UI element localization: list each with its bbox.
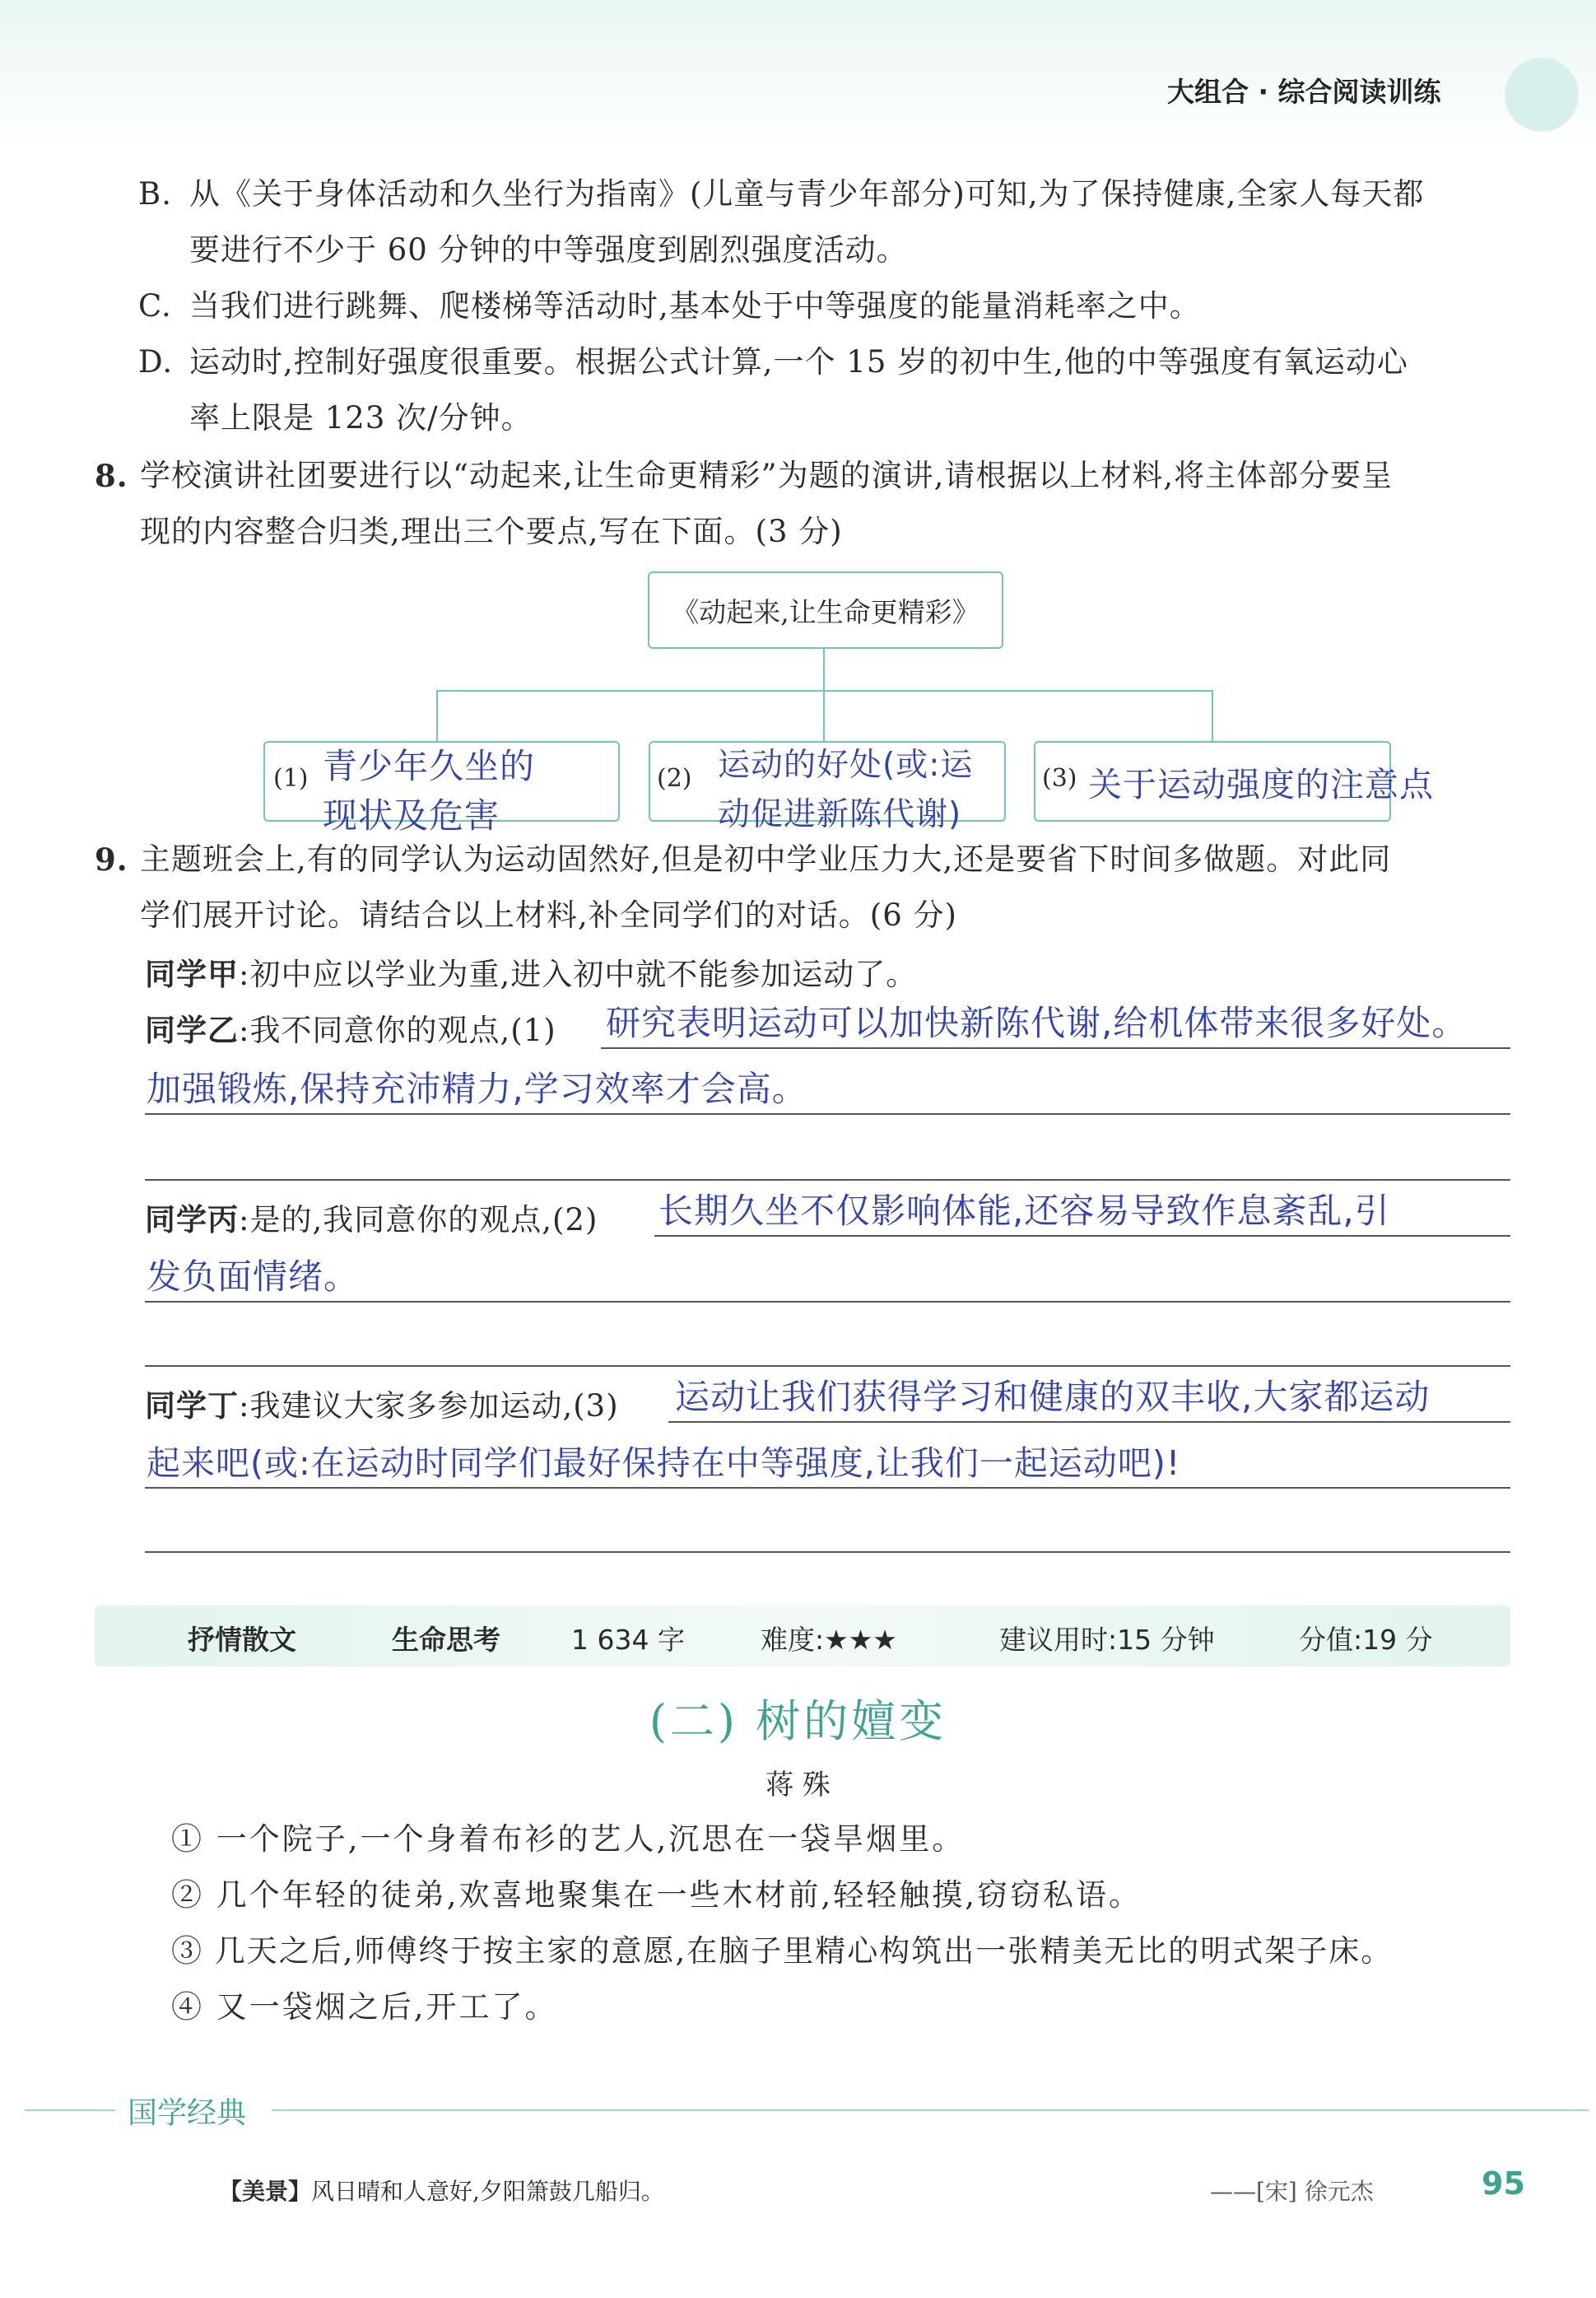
bing-answer-line1: 长期久坐不仅影响体能,还容易导致作息紊乱,引 bbox=[658, 1191, 1390, 1231]
yi-text: :我不同意你的观点,(1) bbox=[239, 1013, 556, 1048]
point-2-number: (2) bbox=[657, 764, 692, 793]
mindmap-stem-line bbox=[823, 647, 825, 690]
mindmap-root-label: 《动起来,让生命更精彩》 bbox=[672, 596, 979, 628]
yi-answer-line2: 加强锻炼,保持充沛精力,学习效率才会高。 bbox=[147, 1069, 807, 1109]
point-1-number: (1) bbox=[273, 764, 309, 793]
article-paragraph-2: ② 几个年轻的徒弟,欢喜地聚集在一些木材前,轻轻触摸,窃窃私语。 bbox=[171, 1877, 1142, 1913]
article-paragraph-1: ① 一个院子,一个身着布衫的艺人,沉思在一袋旱烟里。 bbox=[171, 1821, 966, 1857]
jia-text: :初中应以学业为重,进入初中就不能参加运动了。 bbox=[239, 957, 918, 992]
point-2-answer-line2: 动促进新陈代谢) bbox=[718, 796, 962, 833]
quote-text: 风日晴和人意好,夕阳箫鼓几船归。 bbox=[311, 2178, 664, 2205]
article-paragraph-4: ④ 又一袋烟之后,开工了。 bbox=[171, 1989, 558, 2025]
answer-line bbox=[145, 1113, 1510, 1115]
info-suggested-time: 建议用时:15 分钟 bbox=[999, 1624, 1215, 1656]
answer-line bbox=[145, 1365, 1510, 1367]
footer-attribution: ——[宋] 徐元杰 bbox=[1210, 2178, 1374, 2205]
mindmap-connector-3 bbox=[1212, 690, 1213, 741]
option-d-line1: 运动时,控制好强度很重要。根据公式计算,一个 15 岁的初中生,他的中等强度有氧运动心 bbox=[189, 344, 1408, 380]
option-d-line2: 率上限是 123 次/分钟。 bbox=[189, 400, 533, 436]
option-b-line2: 要进行不少于 60 分钟的中等强度到剧烈强度活动。 bbox=[189, 232, 908, 268]
option-c-label: C. bbox=[138, 288, 172, 324]
info-word-count: 1 634 字 bbox=[571, 1624, 685, 1656]
dialogue-yi bbox=[145, 1009, 556, 1052]
point-1-answer-line2: 现状及危害 bbox=[323, 795, 500, 836]
dialogue-jia bbox=[145, 953, 917, 996]
q8-line2: 现的内容整合归类,理出三个要点,写在下面。(3 分) bbox=[140, 514, 843, 549]
article-author: 蒋 殊 bbox=[765, 1769, 831, 1802]
ding-answer-line1: 运动让我们获得学习和健康的双丰收,大家都运动 bbox=[675, 1377, 1431, 1417]
option-d-label: D. bbox=[138, 344, 174, 380]
option-b-label: B. bbox=[138, 176, 172, 212]
bing-answer-line2: 发负面情绪。 bbox=[147, 1256, 360, 1297]
answer-line bbox=[145, 1301, 1510, 1303]
point-2-answer-line1: 运动的好处(或:运 bbox=[718, 747, 974, 784]
footer-quote bbox=[219, 2174, 664, 2207]
page-number: 95 bbox=[1482, 2165, 1525, 2202]
answer-line bbox=[145, 1179, 1510, 1181]
header-decoration-icon bbox=[1505, 58, 1579, 132]
article-title: (二) 树的嬗变 bbox=[649, 1695, 947, 1747]
point-3-number: (3) bbox=[1042, 764, 1077, 793]
quote-tag: 【美景】 bbox=[219, 2178, 312, 2205]
q8-line1: 学校演讲社团要进行以“动起来,让生命更精彩”为题的演讲,请根据以上材料,将主体部分要呈 bbox=[140, 458, 1394, 493]
mindmap-connector-1 bbox=[436, 690, 438, 741]
answer-line bbox=[601, 1047, 1510, 1049]
ding-answer-line2: 起来吧(或:在运动时同学们最好保持在中等强度,让我们一起运动吧)! bbox=[147, 1443, 1181, 1483]
dialogue-ding bbox=[145, 1385, 619, 1428]
footer-section-label: 国学经典 bbox=[128, 2096, 247, 2130]
header-title: 大组合 · 综合阅读训练 bbox=[1167, 76, 1441, 108]
info-theme: 生命思考 bbox=[392, 1624, 500, 1656]
answer-line bbox=[654, 1235, 1510, 1237]
answer-line bbox=[668, 1421, 1510, 1423]
answer-line bbox=[145, 1551, 1510, 1553]
mindmap-connector-2 bbox=[823, 690, 825, 741]
article-paragraph-3: ③ 几天之后,师傅终于按主家的意愿,在脑子里精心构筑出一张精美无比的明式架子床。 bbox=[171, 1933, 1394, 1969]
speaker-jia: 同学甲 bbox=[145, 957, 239, 992]
option-c-line1: 当我们进行跳舞、爬楼梯等活动时,基本处于中等强度的能量消耗率之中。 bbox=[189, 288, 1201, 324]
q8-number: 8. bbox=[95, 458, 128, 494]
footer-divider-left bbox=[25, 2109, 115, 2111]
footer-divider-right bbox=[272, 2109, 1589, 2111]
bing-text: :是的,我同意你的观点,(2) bbox=[239, 1202, 598, 1238]
info-difficulty: 难度:★★★ bbox=[761, 1624, 897, 1656]
dialogue-bing bbox=[145, 1199, 598, 1242]
answer-line bbox=[145, 1487, 1510, 1489]
point-3-answer: 关于运动强度的注意点 bbox=[1088, 765, 1434, 804]
mindmap-branch-line bbox=[436, 690, 1213, 692]
ding-text: :我建议大家多参加运动,(3) bbox=[239, 1388, 619, 1424]
speaker-yi: 同学乙 bbox=[145, 1013, 239, 1048]
option-b-line1: 从《关于身体活动和久坐行为指南》(儿童与青少年部分)可知,为了保持健康,全家人每天都 bbox=[189, 176, 1425, 212]
info-score: 分值:19 分 bbox=[1299, 1624, 1433, 1656]
q9-line2: 学们展开讨论。请结合以上材料,补全同学们的对话。(6 分) bbox=[140, 897, 957, 933]
yi-answer-line1: 研究表明运动可以加快新陈代谢,给机体带来很多好处。 bbox=[606, 1003, 1468, 1043]
point-1-answer-line1: 青少年久坐的 bbox=[323, 746, 536, 786]
q9-number: 9. bbox=[95, 841, 128, 878]
speaker-ding: 同学丁 bbox=[145, 1388, 239, 1424]
info-genre: 抒情散文 bbox=[188, 1624, 296, 1656]
q9-line1: 主题班会上,有的同学认为运动固然好,但是初中学业压力大,还是要省下时间多做题。对此同 bbox=[140, 841, 1392, 877]
speaker-bing: 同学丙 bbox=[145, 1202, 239, 1238]
